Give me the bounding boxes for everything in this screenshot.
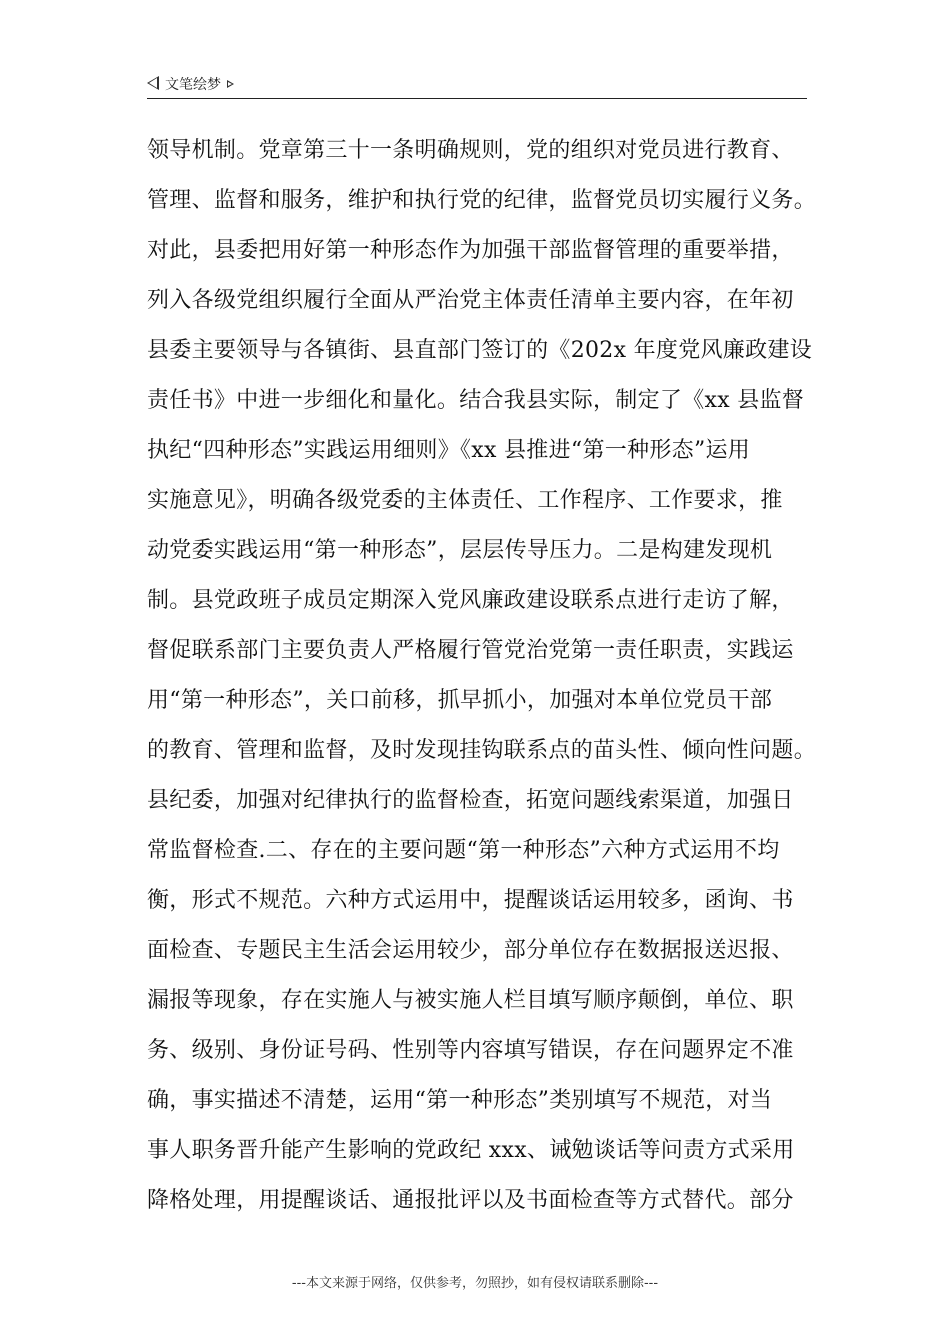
page-header (147, 72, 807, 99)
body-line: 面检查、专题民主生活会运用较少，部分单位存在数据报送迟报、 (147, 938, 794, 963)
body-line: 的教育、管理和监督，及时发现挂钩联系点的苗头性、倾向性问题。 (147, 738, 817, 763)
body-line: 常监督检查.二、存在的主要问题“第一种形态”六种方式运用不均 (147, 838, 780, 863)
body-line: 执纪“四种形态”实践运用细则》《xx 县推进“第一种形态”运用 (147, 438, 751, 463)
header-brand (147, 74, 234, 94)
body-line: 用“第一种形态”，关口前移，抓早抓小，加强对本单位党员干部 (147, 688, 773, 713)
body-line: 降格处理，用提醒谈话、通报批评以及书面检查等方式替代。部分 (147, 1188, 794, 1213)
body-line: 衡，形式不规范。六种方式运用中，提醒谈话运用较多，函询、书 (147, 888, 794, 913)
body-line: 督促联系部门主要负责人严格履行管党治党第一责任职责，实践运 (147, 638, 794, 663)
body-line: 县委主要领导与各镇街、县直部门签订的《202x 年度党风廉政建设 (147, 338, 812, 363)
body-line: 动党委实践运用“第一种形态”，层层传导压力。二是构建发现机 (147, 538, 773, 563)
right-triangle-icon (227, 80, 234, 88)
body-line: 县纪委，加强对纪律执行的监督检查，拓宽问题线索渠道，加强日 (147, 788, 794, 813)
body-line: 事人职务晋升能产生影响的党政纪 xxx、诫勉谈话等问责方式采用 (147, 1138, 795, 1163)
body-line: 确，事实描述不清楚，运用“第一种形态”类别填写不规范，对当 (147, 1088, 773, 1113)
body-line: 对此，县委把用好第一种形态作为加强干部监督管理的重要举措， (147, 238, 794, 263)
body-line: 实施意见》，明确各级党委的主体责任、工作程序、工作要求，推 (147, 488, 783, 513)
body-line: 责任书》中进一步细化和量化。结合我县实际，制定了《xx 县监督 (147, 388, 805, 413)
body-line: 漏报等现象，存在实施人与被实施人栏目填写顺序颠倒，单位、职 (147, 988, 794, 1013)
body-line: 领导机制。党章第三十一条明确规则，党的组织对党员进行教育、 (147, 138, 794, 163)
body-line: 务、级别、身份证号码、性别等内容填写错误，存在问题界定不准 (147, 1038, 794, 1063)
body-line: 管理、监督和服务，维护和执行党的纪律，监督党员切实履行义务。 (147, 188, 817, 213)
body-line: 制。县党政班子成员定期深入党风廉政建设联系点进行走访了解， (147, 588, 794, 613)
page-footer: ---本文来源于网络，仅供参考，勿照抄，如有侵权请联系删除--- (291, 1276, 659, 1291)
document-body (147, 126, 819, 1226)
header-brand-text: 文笔绘梦 (165, 77, 221, 93)
body-line: 列入各级党组织履行全面从严治党主体责任清单主要内容，在年初 (147, 288, 794, 313)
left-triangle-icon (147, 76, 159, 90)
